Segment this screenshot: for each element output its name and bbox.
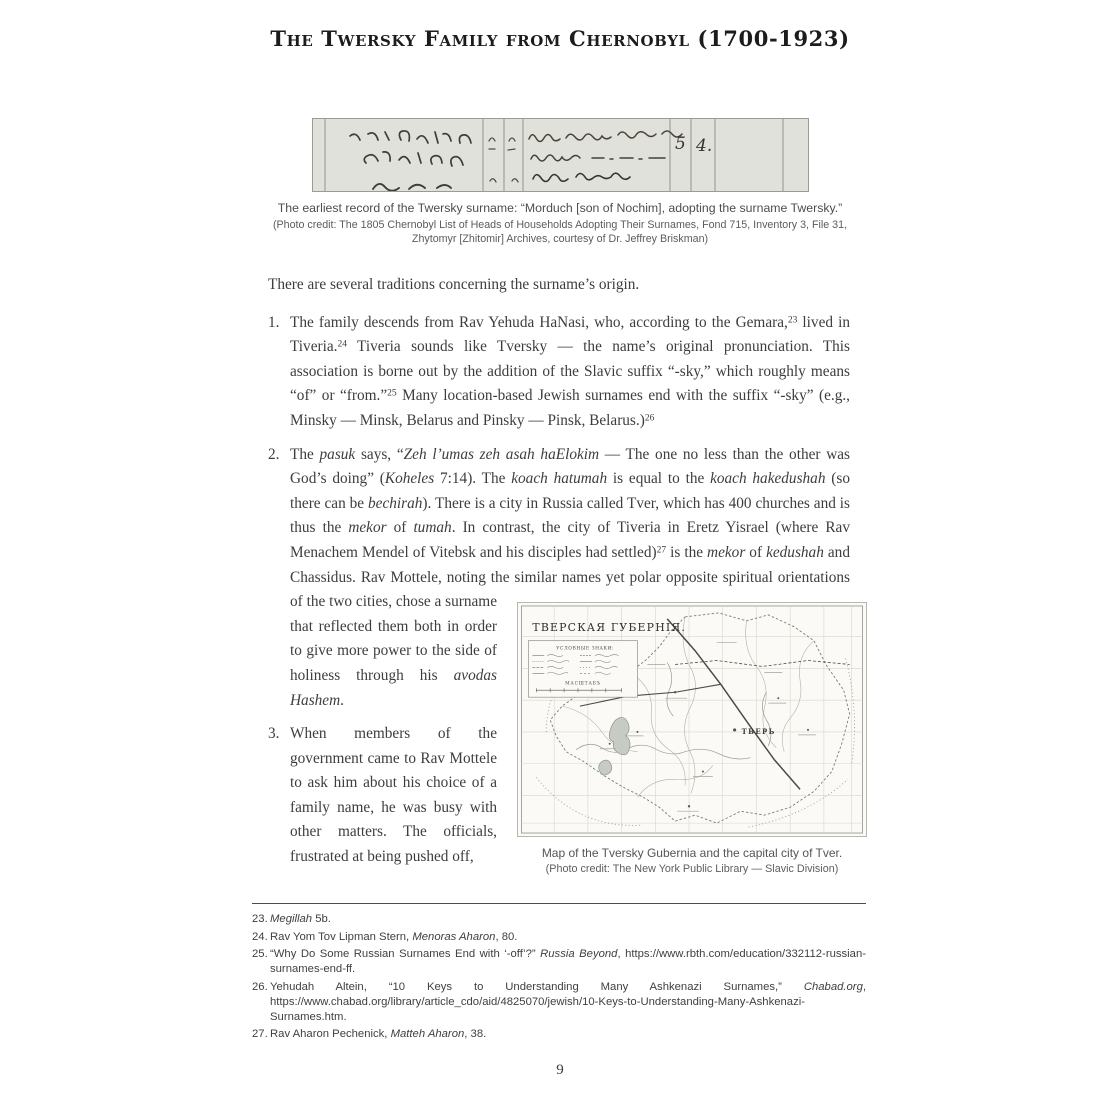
footnote-25-number: 25.: [252, 948, 268, 960]
footnote-24-text: Rav Yom Tov Lipman Stern, Menoras Aharon, 80.: [270, 930, 518, 943]
footnote-23-number: 23.: [252, 913, 268, 925]
map-legend-title: УСЛОВНЫЕ ЗНАКИ:: [556, 646, 615, 652]
list-item-1: [268, 311, 850, 434]
map-title-label: ТВЕРСКАЯ ГУБЕРНІЯ.: [532, 620, 687, 634]
footnote-25: [252, 947, 866, 977]
map-caption: Map of the Tversky Gubernia and the capital city of Tver.: [541, 846, 843, 861]
footnote-25-text: “Why Do Some Russian Surnames End with ‘-off’?” Russia Beyond, https://www.rbth.com/education/332112-russian-surnames-end-ff.: [270, 948, 866, 975]
handwritten-record-image: [312, 118, 809, 192]
page-title: The Twersky Family from Chernobyl (1700-1923): [270, 26, 850, 51]
origin-traditions-list: [268, 311, 851, 876]
footnote-27-number: 27.: [252, 1028, 268, 1040]
list-item-3-text: When members of the government came to Rav Mottele to ask him about his choice of a family name, he was busy with other matters. The officials, frustrated at being pushed off,: [290, 725, 497, 866]
footnote-26-text: Yehudah Altein, “10 Keys to Understanding Many Ashkenazi Surnames,” Chabad.org, https://www.chabad.org/library/article_cdo/aid/4825070/jewish/10-Keys-to-Understanding-Many-Ashkenazi-Surnames.htm.: [270, 980, 866, 1023]
list-item-3-number: 3.: [268, 725, 280, 743]
body-text: [268, 273, 850, 879]
list-item-1-number: 1.: [268, 313, 280, 331]
footnote-26-number: 26.: [252, 980, 268, 993]
footnote-27-text: Rav Aharon Pechenick, Matteh Aharon, 38.: [270, 1028, 487, 1040]
margin-number-5: 5: [674, 134, 686, 154]
footnote-24-number: 24.: [252, 930, 268, 943]
footnote-27: [252, 1027, 866, 1042]
list-item-1-text: The family descends from Rav Yehuda HaNasi, who, according to the Gemara,$^{23}$ lived in Tiveria.$^{24}$ Tiveria sounds like Tversky — the name’s original pronunciation. This association is borne out by the addition of the Slavic suffix “-sky,” which roughly means “of” or “from.”$^{25}$ Many location-based Jewish surnames end with the suffix “-sky” (e.g., Minsky — Minsk, Belarus and Pinsky — Pinsk, Belarus.)$^{26}$: [290, 313, 851, 429]
page-number: 9: [556, 1062, 564, 1078]
footnote-23-text: Megillah 5b.: [270, 913, 331, 925]
list-item-3: [268, 722, 850, 870]
map-credit: (Photo credit: The New York Public Library — Slavic Division): [545, 863, 839, 876]
footnotes-section: [252, 903, 866, 1045]
list-item-2-number: 2.: [268, 445, 280, 463]
record-credit-line2: Zhytomyr [Zhitomir] Archives, courtesy of Dr. Jeffrey Briskman): [411, 233, 709, 245]
footnote-26: [252, 980, 866, 1025]
map-legend: [528, 641, 637, 698]
map-scale-label: МАСШТАБЪ: [565, 681, 602, 687]
record-credit-line1: (Photo credit: The 1805 Chernobyl List of Heads of Households Adopting Their Surnames, Fond 715, Inventory 3, File 31,: [272, 219, 848, 231]
footnote-23: [252, 912, 866, 927]
record-caption: The earliest record of the Twersky surname: “Morduch [son of Nochim], adopting the surname Twersky.”: [277, 201, 843, 215]
list-item-2-text-b: polar opposite spiritual orientations of the two cities, chose a surname that reflected them both in order to give more power to the side of holiness through his avodas Hashem.: [290, 568, 851, 709]
intro-paragraph: There are several traditions concerning the surname’s origin.: [268, 276, 640, 293]
map-city-label: ТВЕРЬ: [741, 727, 776, 737]
list-item-2-text-a: The pasuk says, “Zeh l’umas zeh asah haElokim — The one no less than the other was God’s doing” (Koheles 7:14). The koach hatumah is equal to the koach hakedushah (so there can be bechirah). There is a city in Russia called Tver, which has 400 churches and is thus the mekor of tumah. In contrast, the city of Tiveria in Eretz Yisrael (where Rav Menachem Mendel of Vitebsk and his disciples had settled)$^{27}$ is the mekor of kedushah and Chassidus. Rav Mottele, noting the similar names yet: [290, 445, 850, 586]
margin-number-4: 4.: [695, 136, 712, 156]
record-figure: [270, 118, 850, 246]
footnote-24: [252, 930, 866, 945]
